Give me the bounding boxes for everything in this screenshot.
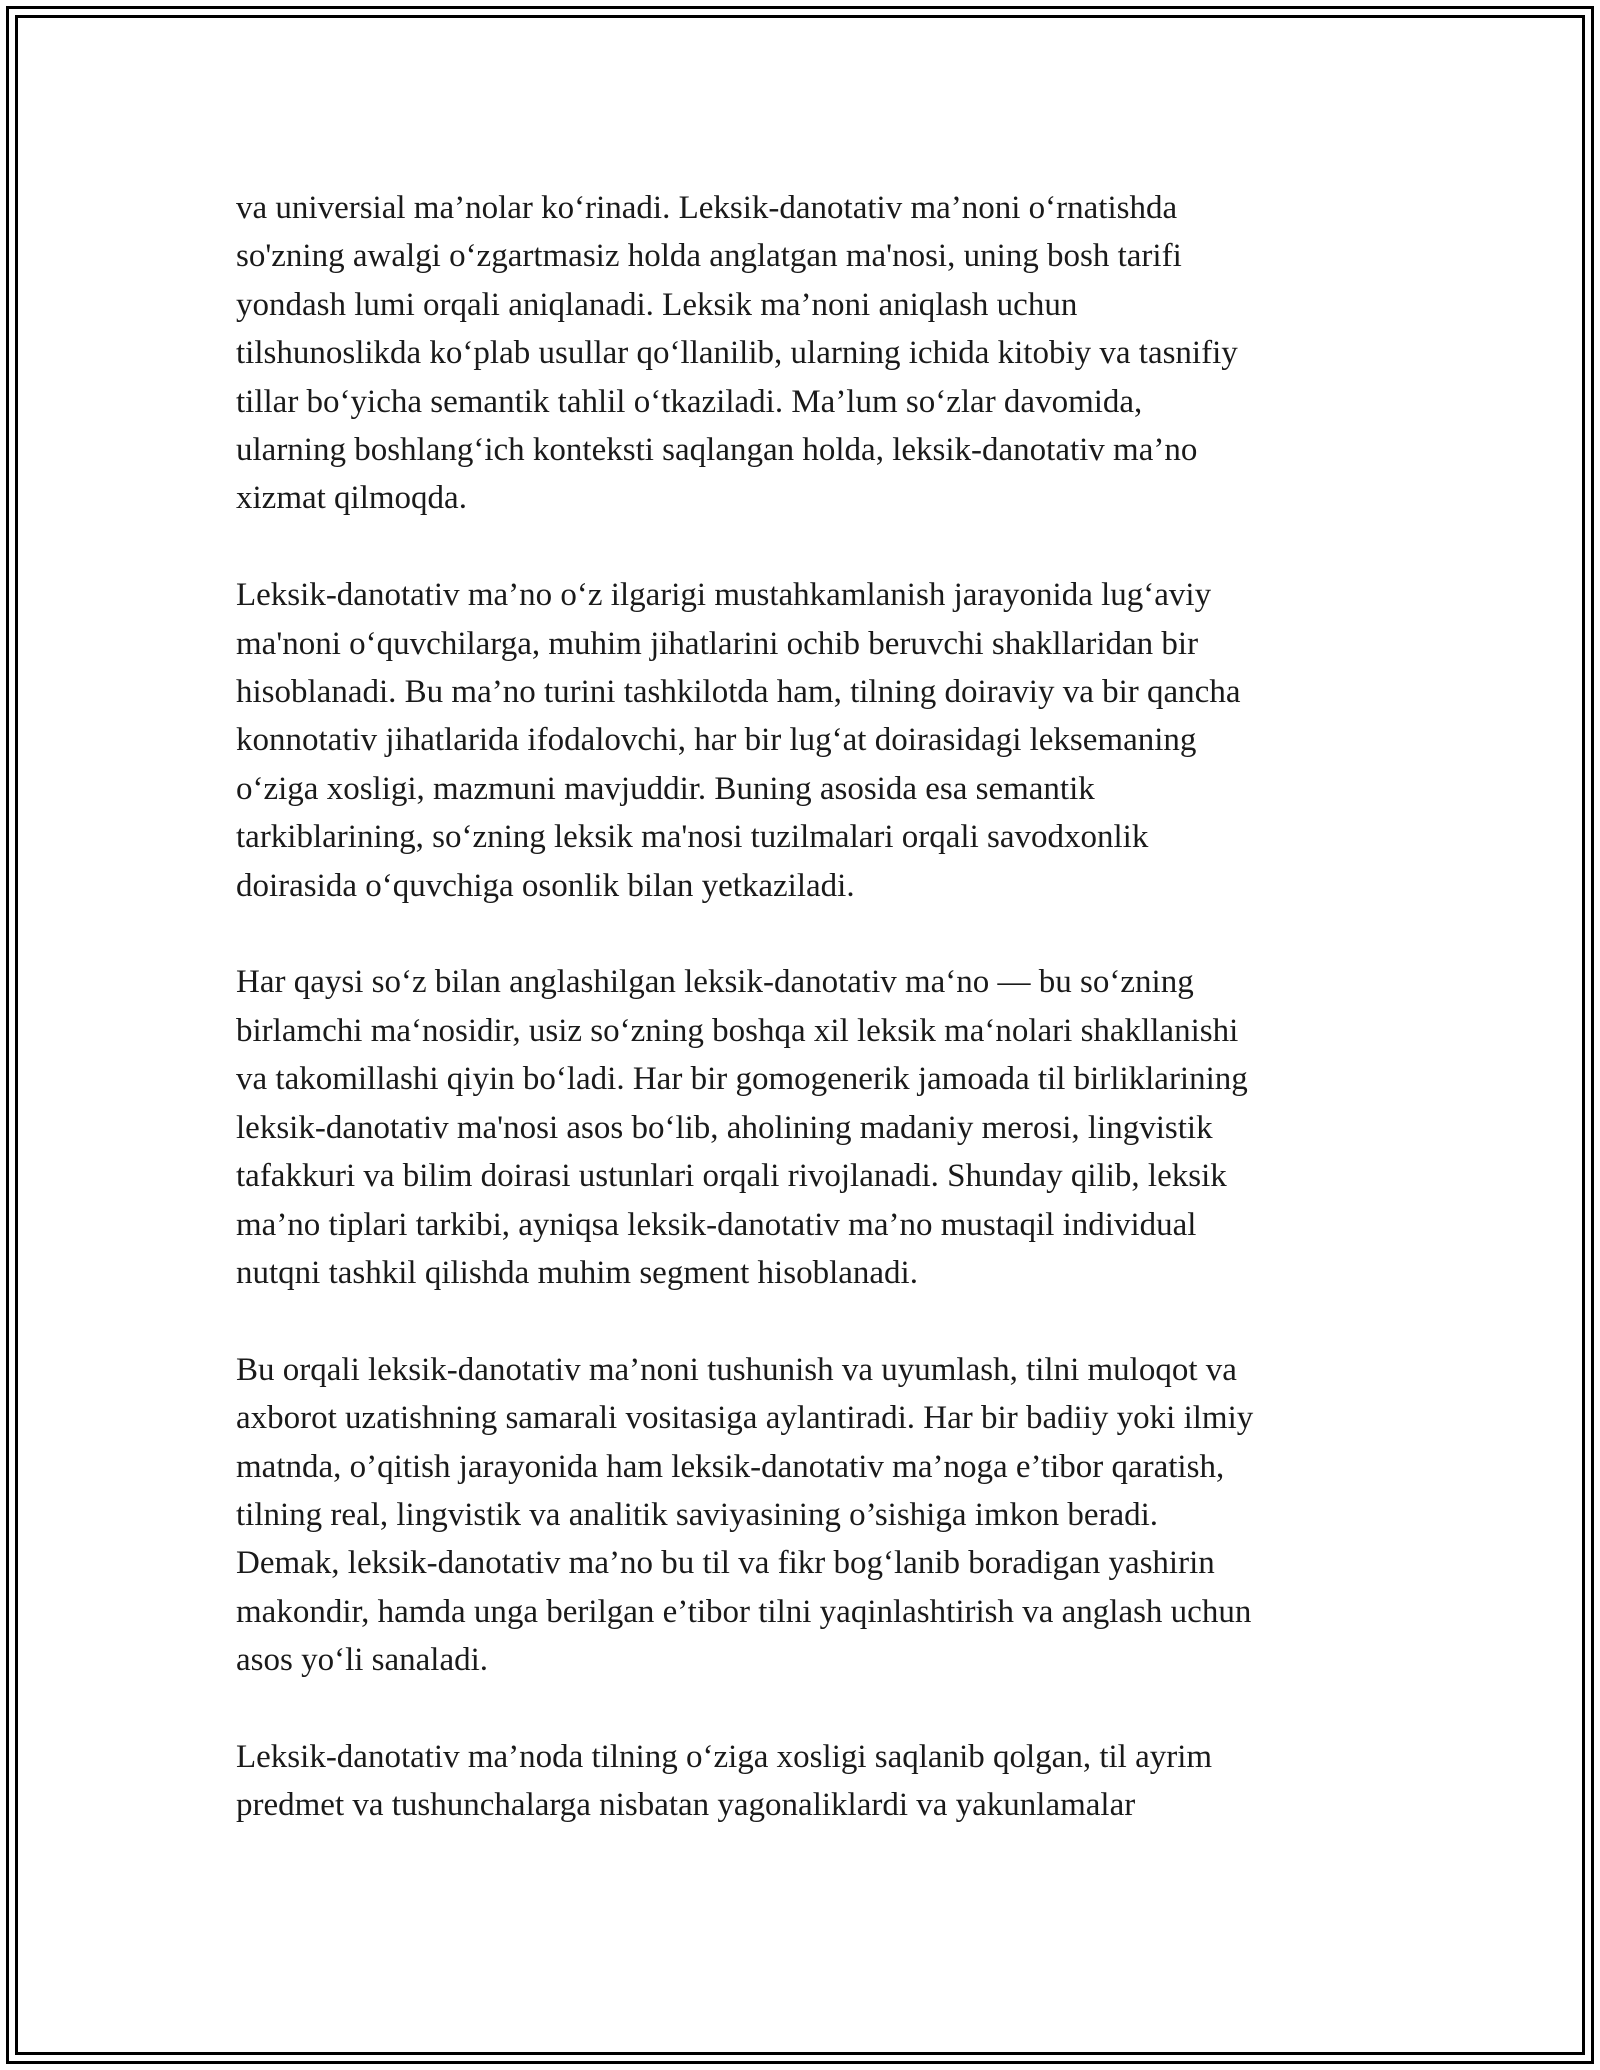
- text-line: o‘ziga xosligi, mazmuni mavjuddir. Buning asosida esa semantik: [236, 770, 1095, 807]
- text-line: matnda, o’qitish jarayonida ham leksik-danotativ ma’noga e’tibor qaratish,: [236, 1448, 1225, 1485]
- text-line: doirasida o‘quvchiga osonlik bilan yetkaziladi.: [236, 867, 855, 904]
- text-line: Leksik-danotativ ma’noda tilning o‘ziga xosligi saqlanib qolgan, til ayrim: [236, 1738, 1213, 1775]
- text-line: makondir, hamda unga berilgan e’tibor tilni yaqinlashtirish va anglash uchun: [236, 1593, 1252, 1630]
- text-line: Bu orqali leksik-danotativ ma’noni tushunish va uyumlash, tilni muloqot va: [236, 1351, 1237, 1388]
- text-line: Leksik-danotativ ma’no o‘z ilgarigi mustahkamlanish jarayonida lug‘aviy: [236, 577, 1212, 614]
- document-body: [236, 184, 1386, 1878]
- text-line: so'zning awalgi o‘zgartmasiz holda anglatgan ma'nosi, uning bosh tarifi: [236, 238, 1182, 275]
- text-line: yondash lumi orqali aniqlanadi. Leksik ma’noni aniqlash uchun: [236, 286, 1078, 323]
- text-line: Demak, leksik-danotativ ma’no bu til va fikr bog‘lanib boradigan yashirin: [236, 1545, 1215, 1582]
- text-line: asos yo‘li sanaladi.: [236, 1642, 489, 1679]
- text-line: axborot uzatishning samarali vositasiga aylantiradi. Har bir badiiy yoki ilmiy: [236, 1400, 1254, 1437]
- text-line: Har qaysi so‘z bilan anglashilgan leksik-danotativ ma‘no — bu so‘zning: [236, 964, 1194, 1001]
- text-line: tilning real, lingvistik va analitik saviyasining o’sishiga imkon beradi.: [236, 1496, 1159, 1533]
- paragraph: [236, 1346, 1386, 1685]
- text-line: ma’no tiplari tarkibi, ayniqsa leksik-danotativ ma’no mustaqil individual: [236, 1206, 1197, 1243]
- paragraph: [236, 184, 1386, 523]
- text-line: ularning boshlang‘ich konteksti saqlangan holda, leksik-danotativ ma’no: [236, 432, 1198, 469]
- paragraph: [236, 1733, 1386, 1830]
- text-line: predmet va tushunchalarga nisbatan yagonaliklardi va yakunlamalar: [236, 1787, 1136, 1824]
- text-line: ma'noni o‘quvchilarga, muhim jihatlarini ochib beruvchi shakllaridan bir: [236, 625, 1199, 662]
- paragraph: [236, 571, 1386, 910]
- text-line: xizmat qilmoqda.: [236, 480, 467, 517]
- text-line: va universial ma’nolar ko‘rinadi. Leksik-danotativ ma’noni o‘rnatishda: [236, 190, 1178, 226]
- text-line: tilshunoslikda ko‘plab usullar qo‘llanilib, ularning ichida kitobiy va tasnifiy: [236, 335, 1238, 372]
- text-line: tillar bo‘yicha semantik tahlil o‘tkaziladi. Ma’lum so‘zlar davomida,: [236, 383, 1143, 420]
- text-line: hisoblanadi. Bu ma’no turini tashkilotda ham, tilning doiraviy va bir qancha: [236, 674, 1241, 711]
- text-line: leksik-danotativ ma'nosi asos bo‘lib, aholining madaniy merosi, lingvistik: [236, 1109, 1213, 1146]
- text-line: konnotativ jihatlarida ifodalovchi, har bir lug‘at doirasidagi leksemaning: [236, 722, 1197, 759]
- text-line: va takomillashi qiyin bo‘ladi. Har bir gomogenerik jamoada til birliklarining: [236, 1061, 1248, 1098]
- paragraph: [236, 958, 1386, 1297]
- text-line: tafakkuri va bilim doirasi ustunlari orqali rivojlanadi. Shunday qilib, leksik: [236, 1158, 1227, 1195]
- text-line: birlamchi ma‘nosidir, usiz so‘zning boshqa xil leksik ma‘nolari shakllanishi: [236, 1012, 1239, 1049]
- text-line: nutqni tashkil qilishda muhim segment hisoblanadi.: [236, 1254, 918, 1291]
- text-line: tarkiblarining, so‘zning leksik ma'nosi tuzilmalari orqali savodxonlik: [236, 819, 1149, 856]
